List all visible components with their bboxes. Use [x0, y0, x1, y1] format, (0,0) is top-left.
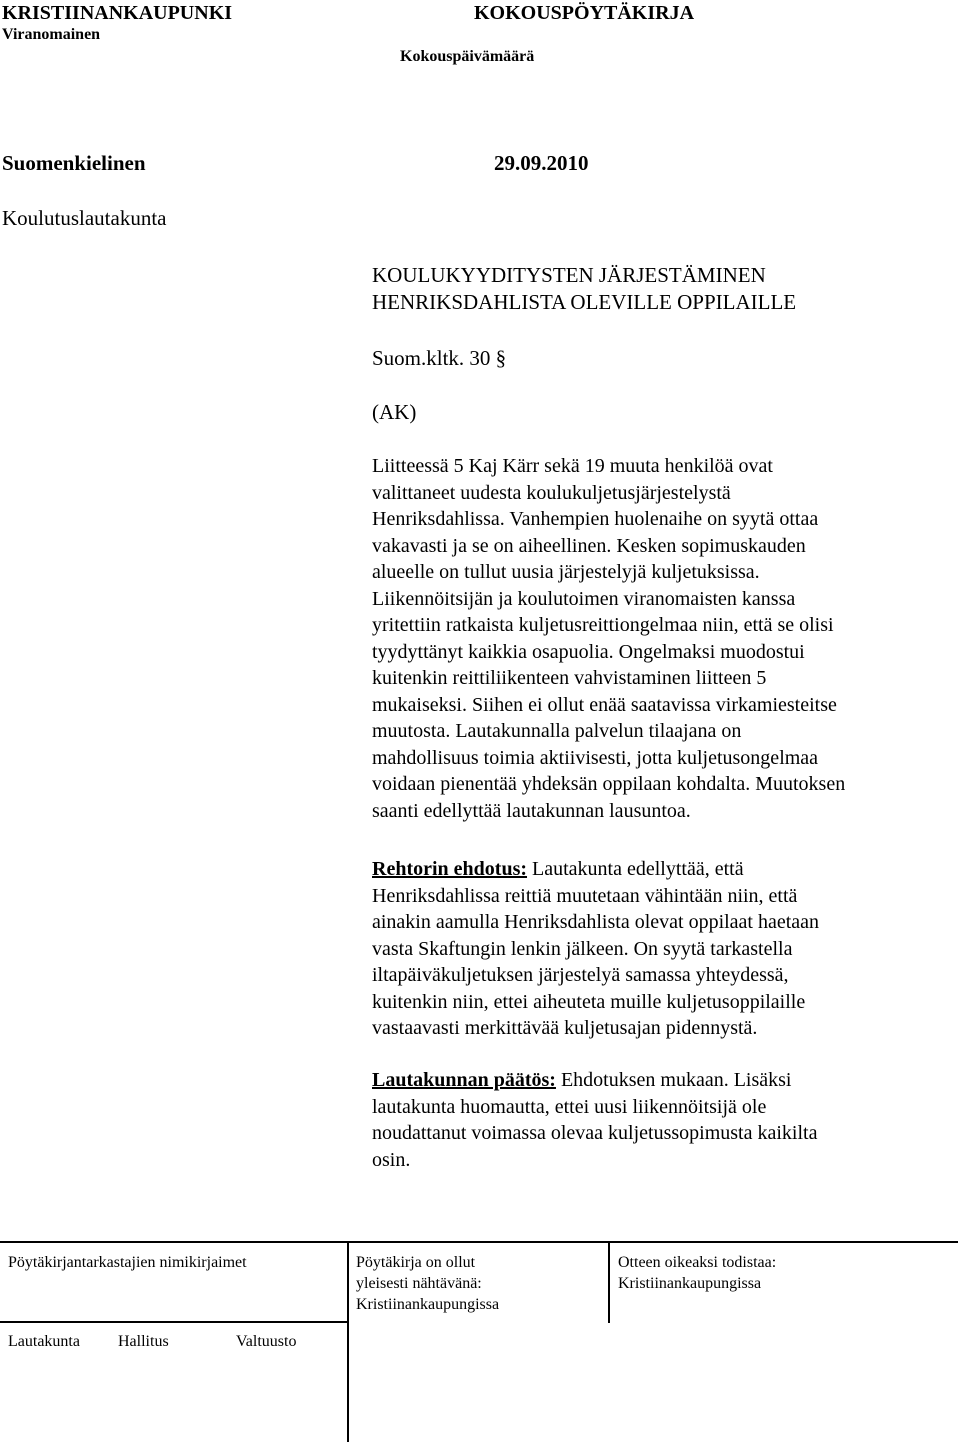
public-line-3: Kristiinankaupungissa [356, 1296, 500, 1313]
decision-lines [372, 1094, 947, 1174]
footer-divider-2 [608, 1241, 610, 1323]
decision-section [372, 1067, 947, 1173]
date-label: Kokouspäivämäärä [400, 48, 535, 65]
meeting-date: 29.09.2010 [494, 151, 589, 175]
checkers-label: Pöytäkirjantarkastajien nimikirjaimet [8, 1254, 247, 1271]
text-line: yritettiin ratkaista kuljetusreittiongelmaa niin, että se olisi [372, 614, 834, 636]
decision-first-line [372, 1067, 947, 1094]
text-line: vakavasti ja se on aiheellinen. Kesken sopimuskauden [372, 534, 806, 557]
text-line: mahdollisuus toimia aktiivisesti, jotta kuljetusongelmaa [372, 746, 819, 769]
footer-divider-1 [347, 1241, 349, 1442]
public-line-2: yleisesti nähtävänä: [356, 1275, 482, 1292]
body-lautakunta: Lautakunta [8, 1333, 80, 1350]
text-line: kuitenkin niin, ettei aiheuteta muille kuljetusoppilaille [372, 990, 806, 1013]
text-line: Liitteessä 5 Kaj Kärr sekä 19 muuta henkilöä ovat [372, 455, 773, 477]
board-name: Koulutuslautakunta [2, 206, 167, 230]
proposal-first-line [372, 856, 947, 883]
authority-name: Suomenkielinen [2, 151, 146, 175]
text-line: vasta Skaftungin lenkin jälkeen. On syytä tarkastella [372, 937, 793, 960]
body-valtuusto: Valtuusto [236, 1333, 297, 1350]
text-line: tyydyttänyt kaikkia osapuolia. Ongelmaksi muodostui [372, 640, 805, 663]
item-title-line-1: KOULUKYYDITYSTEN JÄRJESTÄMINEN [372, 263, 766, 287]
body-hallitus: Hallitus [118, 1333, 169, 1350]
text-line: saanti edellyttää lautakunnan lausuntoa. [372, 799, 691, 822]
text-line: alueelle on tullut uusia järjestelyjä kuljetuksissa. [372, 561, 760, 583]
copy-line-1: Otteen oikeaksi todistaa: [618, 1254, 777, 1271]
text-line: vastaavasti merkittävää kuljetusajan pidennystä. [372, 1017, 758, 1039]
authority-label: Viranomainen [2, 26, 101, 43]
text-line: voidaan pienentää yhdeksän oppilaan kohdalta. Muutoksen [372, 773, 846, 795]
proposal-label: Rehtorin ehdotus: [372, 858, 528, 880]
copy-line-2: Kristiinankaupungissa [618, 1275, 762, 1292]
text-line: iltapäiväkuljetuksen järjestelyä samassa yhteydessä, [372, 964, 789, 986]
item-paragraph [372, 453, 947, 824]
text-line: noudattanut voimassa olevaa kuljetussopimusta kaikilta [372, 1122, 818, 1144]
proposal-first-text: Lautakunta edellyttää, että [527, 858, 744, 880]
item-reference: Suom.kltk. 30 § [372, 346, 507, 370]
text-line: Henriksdahlissa reittiä muutetaan vähintään niin, että [372, 884, 798, 907]
proposal-lines [372, 883, 947, 1042]
city-name: KRISTIINANKAUPUNKI [2, 2, 233, 24]
decision-label: Lautakunnan päätös: [372, 1069, 556, 1091]
footer-divider-3 [0, 1321, 349, 1323]
decision-first-text: Ehdotuksen mukaan. Lisäksi [555, 1069, 792, 1091]
item-initials: (AK) [372, 400, 417, 424]
text-line: Henriksdahlissa. Vanhempien huolenaihe on syytä ottaa [372, 508, 819, 530]
proposal-section [372, 856, 947, 1042]
document-type: KOKOUSPÖYTÄKIRJA [474, 2, 695, 24]
text-line: Liikennöitsijän ja koulutoimen viranomaisten kanssa [372, 587, 796, 610]
text-line: muutosta. Lautakunnalla palvelun tilaajana on [372, 720, 742, 742]
item-title-line-2: HENRIKSDAHLISTA OLEVILLE OPPILAILLE [372, 290, 797, 314]
text-line: ainakin aamulla Henriksdahlista olevat oppilaat haetaan [372, 911, 820, 933]
text-line: kuitenkin reittiliikenteen vahvistaminen liitteen 5 [372, 667, 767, 689]
public-line-1: Pöytäkirja on ollut [356, 1254, 476, 1271]
text-line: mukaiseksi. Siihen ei ollut enää saatavissa virkamiesteitse [372, 693, 837, 716]
text-line: valittaneet uudesta koulukuljetusjärjestelystä [372, 481, 731, 504]
text-line: lautakunta huomautta, ettei uusi liikennöitsijä ole [372, 1095, 767, 1118]
text-line: osin. [372, 1148, 411, 1171]
